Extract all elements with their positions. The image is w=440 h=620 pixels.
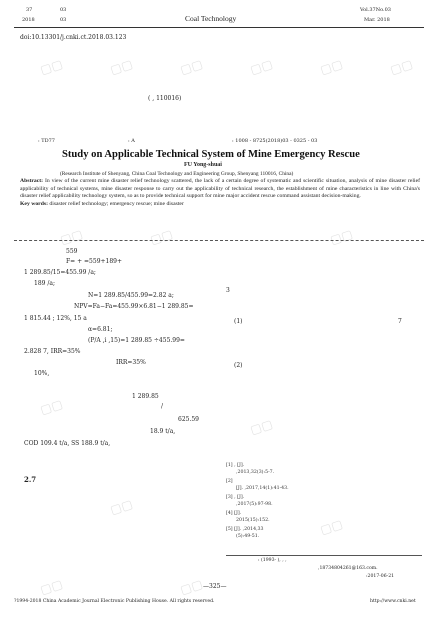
- reference-continuation: ,2017(5):97-98.: [236, 502, 273, 507]
- received-date: :2017-06-21: [366, 574, 395, 579]
- watermark: ▢▢: [388, 56, 415, 78]
- body-line: (2): [234, 362, 243, 369]
- abstract-label: Abstract:: [20, 178, 44, 184]
- journal-name: Coal Technology: [185, 14, 237, 23]
- body-line: (P/A ,i ,15)=1 289.85 ÷455.99=: [88, 337, 185, 344]
- reference-item: [4] [J].: [226, 511, 242, 516]
- author-name: FU Yong-shuai: [184, 162, 222, 168]
- watermark: ▢▢: [178, 576, 205, 598]
- header-month: 03: [60, 17, 67, 23]
- document-code: : A: [128, 138, 135, 144]
- footer-url: http://www.cnki.net: [370, 599, 416, 604]
- body-line: 559: [66, 248, 78, 255]
- watermark: ▢▢: [38, 56, 65, 78]
- reference-item: [2]: [226, 479, 233, 484]
- abstract-text: In view of the current mine disaster relief technology scattered, the lack of a certain degree of systematic and scientific situation, analysis of mine disaster relief applicability of technical systems, mine disaster response to carry out the applicability of technical research, the establishment of mine characteristics in line with China's disaster relief applicability technology system, so as to provide technical support for mine major accident rescue command assistant decision-making.: [20, 178, 421, 200]
- watermark: ▢▢: [248, 416, 275, 438]
- copyright-footer: ?1994-2018 China Academic Journal Electronic Publishing House. All rights reserved.: [14, 599, 215, 604]
- reference-continuation: 2015(15):152.: [236, 518, 270, 523]
- keywords-text: disaster relief technology; emergency rescue; mine disaster: [49, 200, 184, 207]
- body-line: 189 /a;: [34, 280, 55, 287]
- header-issue-num: 03: [60, 7, 67, 13]
- body-line: COD 109.4 t/a, SS 188.9 t/a,: [24, 440, 111, 447]
- reference-continuation: ,2013,32(3):5-7.: [236, 470, 275, 475]
- body-line: 1 289.85/15=455.99 /a;: [24, 269, 96, 276]
- header-volume: Vol.37No.03: [360, 7, 391, 13]
- watermark: ▢▢: [318, 516, 345, 538]
- note-rule: [226, 555, 422, 556]
- article-id: : 1008 - 8725(2018)03 - 0325 - 03: [232, 138, 318, 144]
- clc-number: : TD77: [38, 138, 55, 144]
- reference-item: [3] , [J].: [226, 495, 245, 500]
- watermark: ▢▢: [108, 496, 135, 518]
- watermark: ▢▢: [318, 56, 345, 78]
- author-note: : (1993- ), , ,: [258, 558, 287, 563]
- body-line: 1 815.44 ; 12%, 15 a: [24, 315, 87, 322]
- watermark: ▢▢: [38, 576, 65, 598]
- watermark: ▢▢: [148, 226, 175, 248]
- doi: doi:10.13301/j.cnki.ct.2018.03.123: [20, 34, 127, 41]
- header-rule: [14, 27, 424, 28]
- body-line: 3: [226, 287, 230, 294]
- page-number: —325—: [203, 583, 227, 590]
- body-line: 10%,: [34, 370, 50, 377]
- header-date: Mar. 2018: [364, 17, 390, 23]
- watermark: ▢▢: [58, 226, 85, 248]
- author-email: ,18734804261@163.com.: [318, 566, 378, 571]
- watermark: ▢▢: [108, 56, 135, 78]
- header-issue-left: 37: [26, 7, 33, 13]
- watermark: ▢▢: [178, 56, 205, 78]
- header-year: 2018: [22, 17, 35, 23]
- watermark: ▢▢: [38, 396, 65, 418]
- keywords-label: Key words:: [20, 200, 48, 207]
- body-line: 1 289.85: [132, 393, 159, 400]
- abstract-rule: [14, 240, 424, 241]
- body-line: /: [161, 403, 164, 410]
- body-line: 18.9 t/a,: [150, 428, 176, 435]
- body-line: α=6.81;: [88, 326, 113, 333]
- reference-item: [1] , [J].: [226, 463, 245, 468]
- body-line: 7: [398, 318, 402, 325]
- watermark: ▢▢: [328, 226, 355, 248]
- body-line: (1): [234, 318, 243, 325]
- institution: (Research Institute of Shenyang, China Coal Technology and Engineering Group, Shenyang 110016, China): [60, 171, 294, 177]
- body-line: 2.828 7, IRR=35%: [24, 348, 81, 355]
- body-line: 625.59: [178, 416, 199, 423]
- reference-continuation: [J]. ,2017,14(1):41-43.: [236, 486, 289, 491]
- reference-continuation: (5):49-51.: [236, 534, 260, 539]
- affiliation: ( , 110016): [148, 95, 182, 102]
- reference-item: [5] [J]. ,2014,33: [226, 527, 264, 532]
- body-line: N=1 289.85/455.99=2.82 a;: [88, 292, 174, 299]
- section-heading: 2.7: [24, 475, 37, 484]
- abstract: [20, 178, 420, 208]
- body-line: F= + =559+189+: [66, 258, 123, 265]
- watermark: ▢▢: [248, 56, 275, 78]
- body-line: NPV=Fa−Fa=455.99×6.81−1 289.85=: [74, 303, 194, 310]
- paper-title: Study on Applicable Technical System of Mine Emergency Rescue: [62, 149, 360, 160]
- body-line: IRR=35%: [116, 359, 146, 366]
